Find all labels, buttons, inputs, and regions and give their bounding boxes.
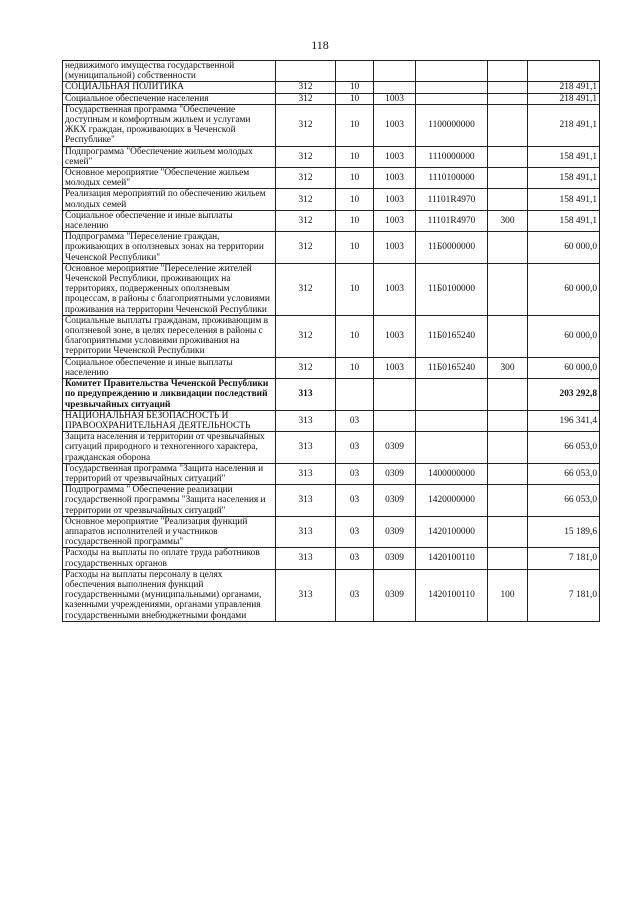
- cell-ministry-code: 312: [276, 232, 336, 264]
- cell-section-code: 03: [336, 463, 374, 484]
- cell-expense-type: [488, 410, 528, 431]
- cell-expense-type: [488, 93, 528, 104]
- cell-name: Социальное обеспечение и иные выплаты населению: [63, 357, 276, 378]
- cell-expense-type: [488, 463, 528, 484]
- cell-amount: 158 491,1: [528, 210, 600, 231]
- cell-ministry-code: 313: [276, 463, 336, 484]
- table-row: [63, 410, 600, 431]
- cell-subsection-code: [374, 410, 416, 431]
- cell-ministry-code: 313: [276, 379, 336, 411]
- cell-expense-type: [488, 485, 528, 517]
- cell-subsection-code: 1003: [374, 168, 416, 189]
- cell-expense-type: [488, 315, 528, 357]
- cell-target-article: [416, 432, 488, 464]
- table-row: [63, 432, 600, 464]
- cell-target-article: 1420100000: [416, 516, 488, 548]
- cell-name: Социальное обеспечение населения: [63, 93, 276, 104]
- cell-expense-type: [488, 168, 528, 189]
- cell-section-code: 03: [336, 548, 374, 569]
- cell-section-code: 10: [336, 168, 374, 189]
- table-row: [63, 516, 600, 548]
- cell-section-code: 10: [336, 93, 374, 104]
- cell-subsection-code: 1003: [374, 357, 416, 378]
- table-row: [63, 485, 600, 517]
- cell-target-article: 11101R4970: [416, 189, 488, 210]
- cell-subsection-code: 1003: [374, 189, 416, 210]
- cell-subsection-code: 1003: [374, 263, 416, 315]
- cell-section-code: [336, 61, 374, 82]
- cell-subsection-code: 0309: [374, 569, 416, 621]
- cell-section-code: 03: [336, 432, 374, 464]
- table-row: [63, 61, 600, 82]
- cell-name: Социальное обеспечение и иные выплаты населению: [63, 210, 276, 231]
- cell-section-code: 10: [336, 232, 374, 264]
- cell-subsection-code: 1003: [374, 93, 416, 104]
- cell-name: Подпрограмма "Переселение граждан, проживающих в оползневых зонах на территории Чеченской Республики": [63, 232, 276, 264]
- cell-name: Подпрограмма " Обеспечение реализации государственной программы "Защита населения и территории от чрезвычайных ситуаций": [63, 485, 276, 517]
- cell-subsection-code: 0309: [374, 432, 416, 464]
- cell-name: Комитет Правительства Чеченской Республики по предупреждению и ликвидации последствий чрезвычайных ситуаций: [63, 379, 276, 411]
- cell-target-article: 1420000000: [416, 485, 488, 517]
- cell-amount: 7 181,0: [528, 569, 600, 621]
- table-row: [63, 263, 600, 315]
- cell-expense-type: [488, 379, 528, 411]
- cell-target-article: 1100000000: [416, 104, 488, 146]
- cell-expense-type: 300: [488, 357, 528, 378]
- cell-expense-type: [488, 189, 528, 210]
- cell-target-article: 1420100110: [416, 548, 488, 569]
- cell-section-code: 10: [336, 82, 374, 93]
- cell-amount: 66 053,0: [528, 485, 600, 517]
- table-row: [63, 82, 600, 93]
- cell-section-code: 10: [336, 357, 374, 378]
- cell-name: СОЦИАЛЬНАЯ ПОЛИТИКА: [63, 82, 276, 93]
- table-row: [63, 379, 600, 411]
- cell-amount: 218 491,1: [528, 82, 600, 93]
- table-row: [63, 168, 600, 189]
- cell-section-code: 10: [336, 146, 374, 167]
- cell-ministry-code: 312: [276, 189, 336, 210]
- table-row: [63, 548, 600, 569]
- cell-amount: 158 491,1: [528, 189, 600, 210]
- cell-subsection-code: 1003: [374, 210, 416, 231]
- cell-target-article: 11Б0165240: [416, 357, 488, 378]
- cell-name: Основное мероприятие "Обеспечение жильем молодых семей": [63, 168, 276, 189]
- cell-amount: 15 189,6: [528, 516, 600, 548]
- cell-target-article: 11101R4970: [416, 210, 488, 231]
- cell-ministry-code: 313: [276, 485, 336, 517]
- cell-ministry-code: 312: [276, 210, 336, 231]
- table-row: [63, 232, 600, 264]
- cell-subsection-code: [374, 82, 416, 93]
- cell-amount: [528, 61, 600, 82]
- cell-ministry-code: 313: [276, 569, 336, 621]
- cell-ministry-code: 312: [276, 82, 336, 93]
- table-row: [63, 210, 600, 231]
- cell-section-code: 10: [336, 104, 374, 146]
- cell-subsection-code: 1003: [374, 104, 416, 146]
- cell-name: Подпрограмма "Обеспечение жильем молодых семей": [63, 146, 276, 167]
- page-number: 118: [311, 38, 329, 52]
- cell-amount: 60 000,0: [528, 232, 600, 264]
- cell-name: Расходы на выплаты персоналу в целях обеспечения выполнения функций государственными (муниципальными) органами, казенными учреждениями, органами управления государственными внебюджетными фондами: [63, 569, 276, 621]
- cell-section-code: 10: [336, 189, 374, 210]
- cell-name: Реализация мероприятий по обеспечению жильем молодых семей: [63, 189, 276, 210]
- table-row: [63, 315, 600, 357]
- cell-target-article: 11Б0100000: [416, 263, 488, 315]
- cell-expense-type: 100: [488, 569, 528, 621]
- table-row: [63, 146, 600, 167]
- cell-amount: 7 181,0: [528, 548, 600, 569]
- cell-amount: 60 000,0: [528, 263, 600, 315]
- table-row: [63, 93, 600, 104]
- cell-expense-type: 300: [488, 210, 528, 231]
- table-row: [63, 569, 600, 621]
- budget-table-body: [63, 61, 600, 622]
- cell-target-article: 1110000000: [416, 146, 488, 167]
- cell-name: Основное мероприятие "Реализация функций аппаратов исполнителей и участников государственной программы": [63, 516, 276, 548]
- cell-section-code: 03: [336, 410, 374, 431]
- cell-expense-type: [488, 548, 528, 569]
- cell-amount: 158 491,1: [528, 146, 600, 167]
- cell-subsection-code: 0309: [374, 463, 416, 484]
- cell-ministry-code: 313: [276, 516, 336, 548]
- cell-subsection-code: 0309: [374, 516, 416, 548]
- cell-target-article: [416, 379, 488, 411]
- cell-name: недвижимого имущества государственной (муниципальной) собственности: [63, 61, 276, 82]
- table-row: [63, 104, 600, 146]
- cell-ministry-code: 312: [276, 357, 336, 378]
- cell-amount: 66 053,0: [528, 463, 600, 484]
- cell-name: Защита населения и территории от чрезвычайных ситуаций природного и техногенного характера, гражданская оборона: [63, 432, 276, 464]
- cell-amount: 60 000,0: [528, 357, 600, 378]
- table-row: [63, 357, 600, 378]
- cell-section-code: 10: [336, 315, 374, 357]
- cell-section-code: [336, 379, 374, 411]
- cell-name: НАЦИОНАЛЬНАЯ БЕЗОПАСНОСТЬ И ПРАВООХРАНИТЕЛЬНАЯ ДЕЯТЕЛЬНОСТЬ: [63, 410, 276, 431]
- cell-ministry-code: 313: [276, 432, 336, 464]
- cell-section-code: 03: [336, 569, 374, 621]
- cell-ministry-code: 312: [276, 315, 336, 357]
- cell-ministry-code: 313: [276, 410, 336, 431]
- cell-target-article: 11Б0000000: [416, 232, 488, 264]
- cell-section-code: 03: [336, 516, 374, 548]
- cell-name: Государственная программа "Защита населения и территорий от чрезвычайных ситуаций": [63, 463, 276, 484]
- cell-subsection-code: [374, 61, 416, 82]
- cell-section-code: 10: [336, 210, 374, 231]
- table-row: [63, 189, 600, 210]
- cell-ministry-code: 312: [276, 104, 336, 146]
- cell-expense-type: [488, 432, 528, 464]
- cell-subsection-code: 1003: [374, 146, 416, 167]
- table-row: [63, 463, 600, 484]
- cell-ministry-code: 313: [276, 548, 336, 569]
- cell-target-article: [416, 93, 488, 104]
- cell-amount: 66 053,0: [528, 432, 600, 464]
- cell-subsection-code: [374, 379, 416, 411]
- cell-section-code: 10: [336, 263, 374, 315]
- cell-expense-type: [488, 146, 528, 167]
- cell-target-article: [416, 410, 488, 431]
- cell-amount: 196 341,4: [528, 410, 600, 431]
- cell-target-article: 11Б0165240: [416, 315, 488, 357]
- cell-expense-type: [488, 61, 528, 82]
- cell-expense-type: [488, 232, 528, 264]
- cell-target-article: [416, 82, 488, 93]
- cell-ministry-code: [276, 61, 336, 82]
- cell-subsection-code: 1003: [374, 232, 416, 264]
- cell-expense-type: [488, 82, 528, 93]
- cell-name: Социальные выплаты гражданам, проживающим в оползневой зоне, в целях переселения в районы с благоприятными условиями проживания на территории Чеченской Республики: [63, 315, 276, 357]
- cell-ministry-code: 312: [276, 263, 336, 315]
- cell-target-article: 1400000000: [416, 463, 488, 484]
- cell-ministry-code: 312: [276, 93, 336, 104]
- cell-ministry-code: 312: [276, 146, 336, 167]
- cell-expense-type: [488, 263, 528, 315]
- cell-amount: 218 491,1: [528, 93, 600, 104]
- cell-target-article: [416, 61, 488, 82]
- cell-ministry-code: 312: [276, 168, 336, 189]
- budget-table: [62, 60, 600, 622]
- cell-amount: 60 000,0: [528, 315, 600, 357]
- cell-name: Расходы на выплаты по оплате труда работников государственных органов: [63, 548, 276, 569]
- cell-expense-type: [488, 104, 528, 146]
- cell-target-article: 1110100000: [416, 168, 488, 189]
- cell-expense-type: [488, 516, 528, 548]
- cell-target-article: 1420100110: [416, 569, 488, 621]
- cell-name: Основное мероприятие "Переселение жителей Чеченской Республики, проживающих на территориях, подверженных оползневым процессам, в районы с благоприятными условиями проживания на территории Чеченской Республики: [63, 263, 276, 315]
- cell-name: Государственная программа "Обеспечение доступным и комфортным жильем и услугами ЖКХ граждан, проживающих в Чеченской Республике": [63, 104, 276, 146]
- cell-subsection-code: 0309: [374, 485, 416, 517]
- cell-subsection-code: 0309: [374, 548, 416, 569]
- cell-amount: 218 491,1: [528, 104, 600, 146]
- cell-subsection-code: 1003: [374, 315, 416, 357]
- cell-amount: 203 292,8: [528, 379, 600, 411]
- cell-section-code: 03: [336, 485, 374, 517]
- cell-amount: 158 491,1: [528, 168, 600, 189]
